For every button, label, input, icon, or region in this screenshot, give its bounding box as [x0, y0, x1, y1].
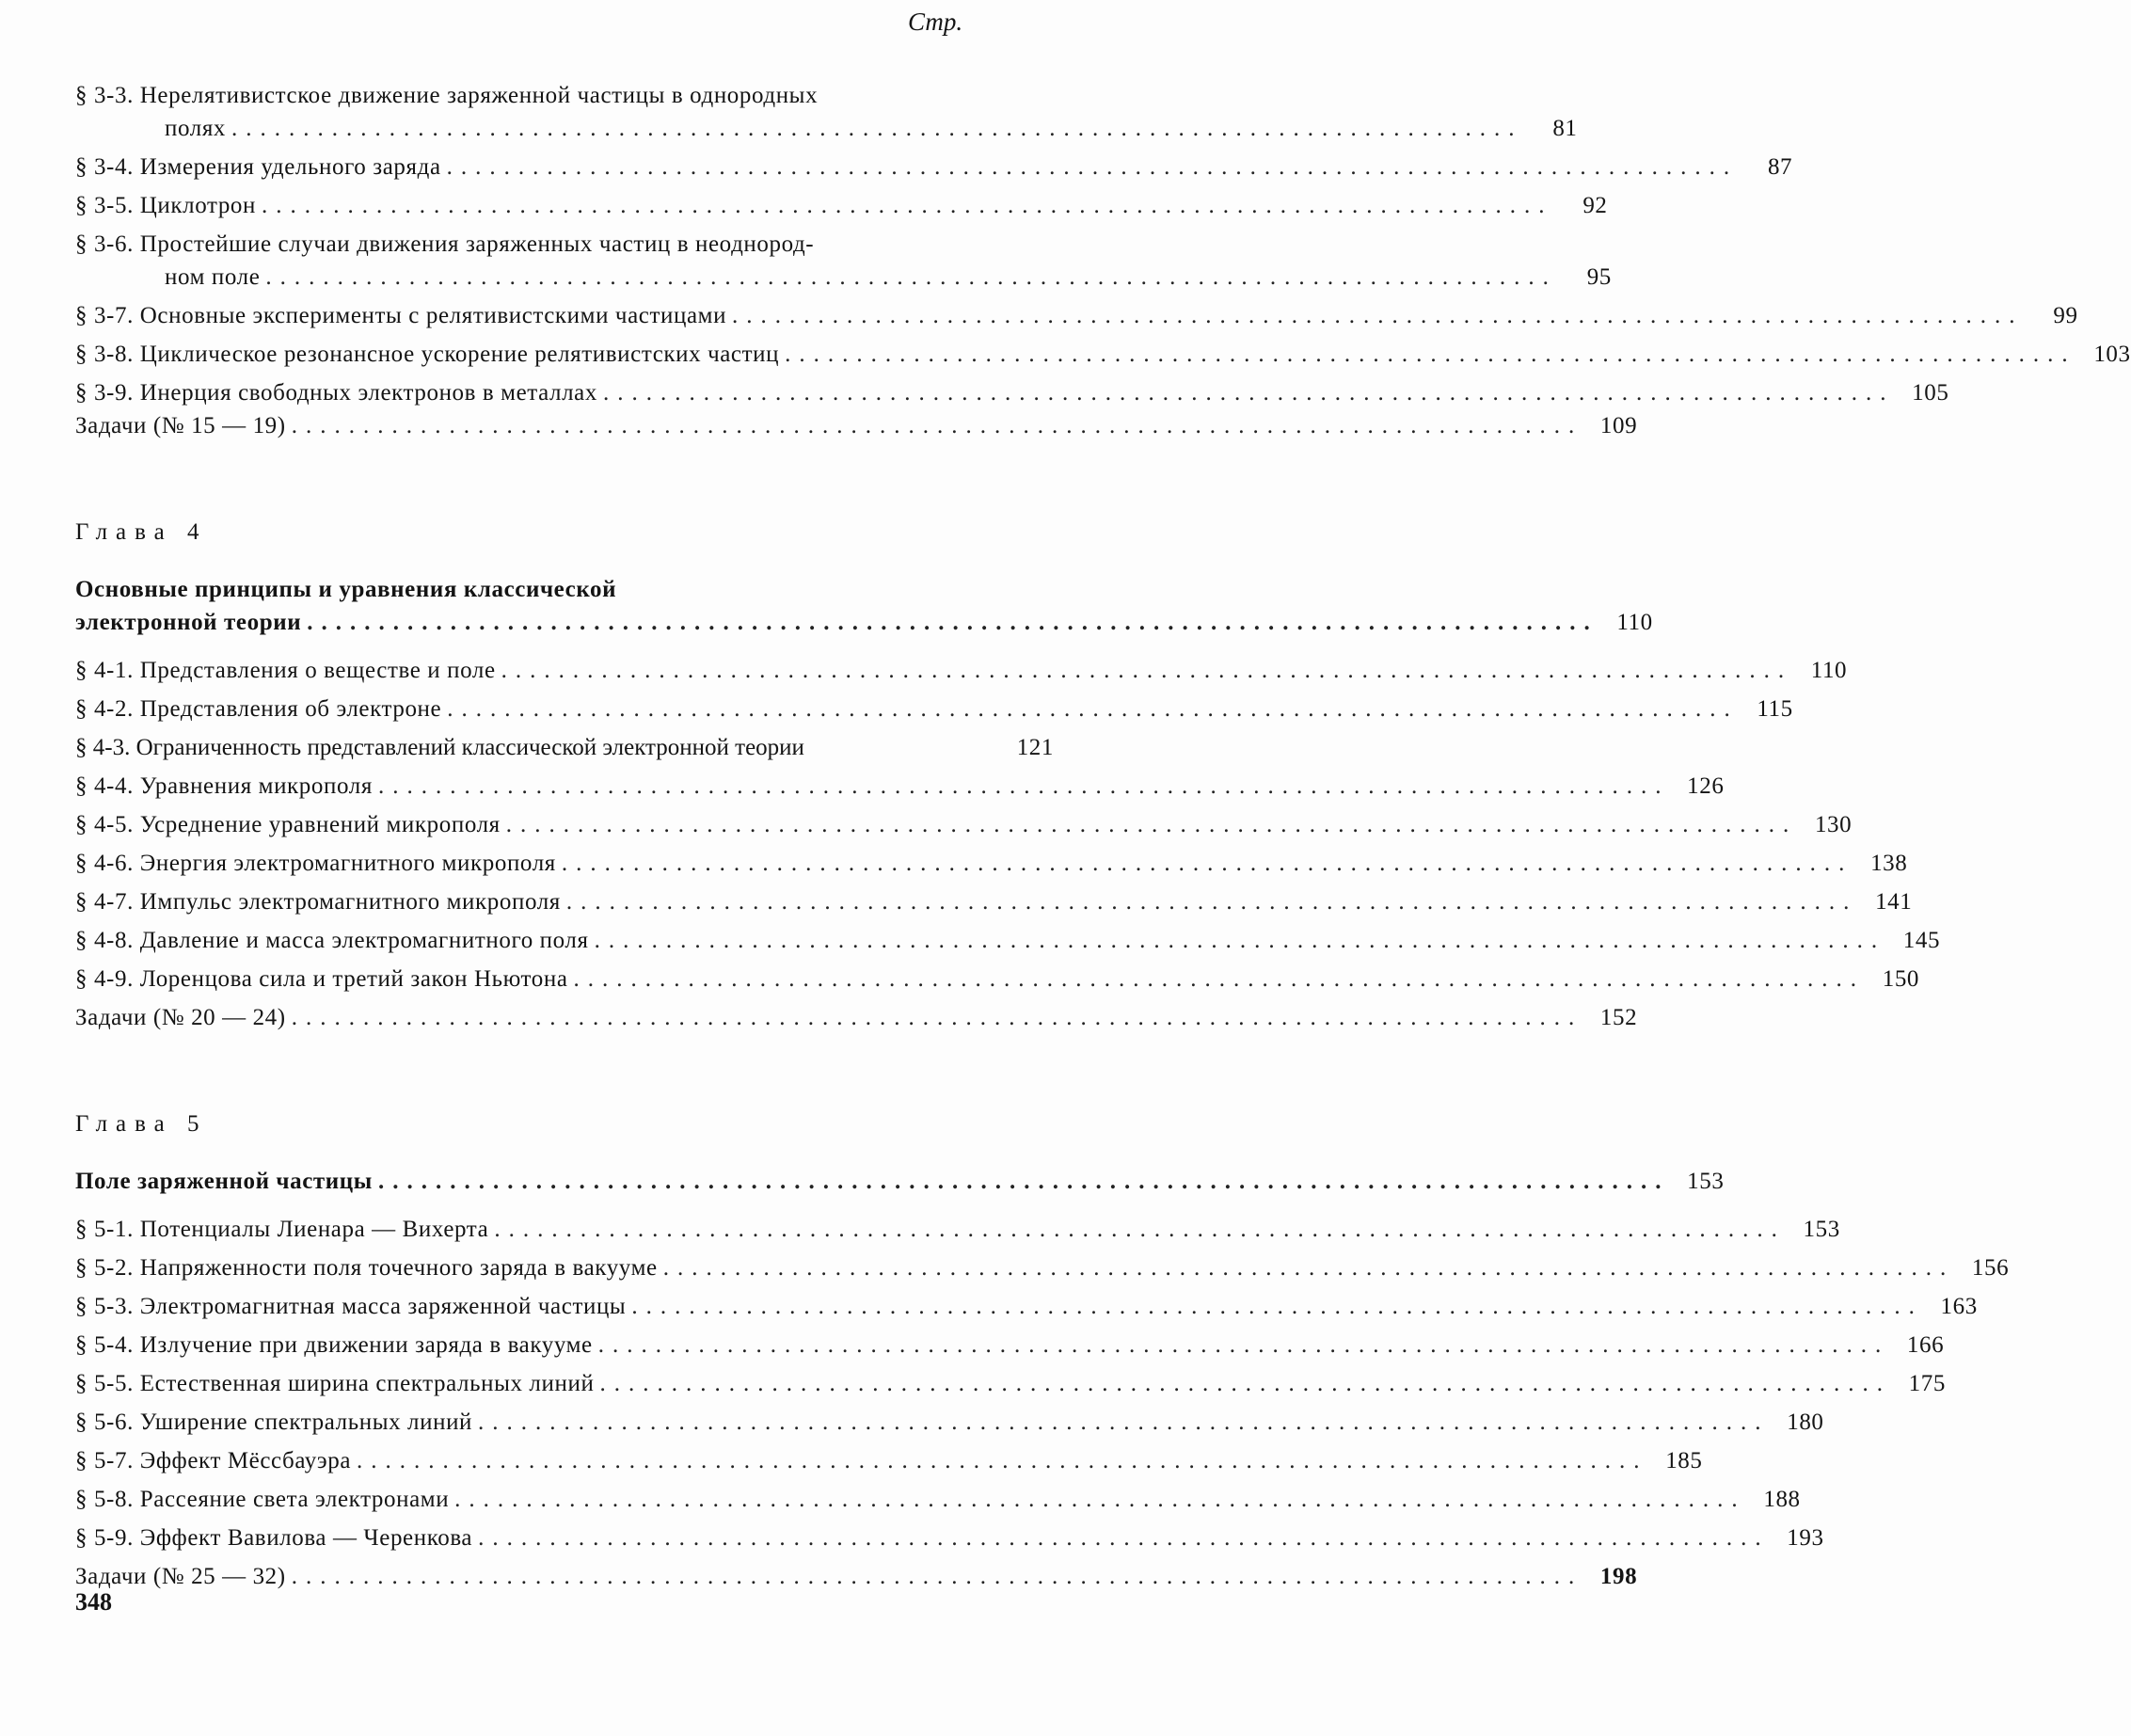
toc-page-number: 138: [1870, 851, 1908, 876]
toc-entry-4-9: [75, 963, 1920, 995]
toc-entry-4-6: [75, 847, 1908, 880]
toc-page-number: 99: [2053, 303, 2078, 328]
toc-entry-text: § 5-3. Электромагнитная масса заряженной частицы: [75, 1294, 627, 1319]
toc-entry-text-continued: полях: [165, 116, 227, 141]
toc-page-number: 188: [1763, 1487, 1801, 1512]
toc-entry-text-continued: ном поле: [165, 264, 261, 290]
toc-page-number: 152: [1599, 1005, 1638, 1030]
chapter-4-heading: Глава 4: [75, 519, 208, 545]
dot-leader: ..........................................................................................: [785, 342, 2076, 367]
chapter-title-line: Основные принципы и уравнения классической: [75, 577, 617, 602]
dot-leader: ..........................................................................................: [573, 966, 1866, 992]
toc-entry-text: § 4-1. Представления о веществе и поле: [75, 658, 496, 683]
toc-entry-text: § 3-5. Циклотрон: [75, 193, 257, 218]
toc-entry-text: Задачи (№ 15 — 19): [75, 413, 286, 438]
toc-entry-4-1: [75, 654, 1848, 687]
toc-entry-5-5: [75, 1367, 1946, 1400]
dot-leader: ..........................................................................................: [602, 380, 1895, 406]
chapter-title-line: электронной теории: [75, 610, 302, 635]
toc-entry-text: § 3-4. Измерения удельного заряда: [75, 154, 441, 180]
toc-entry-text: § 5-2. Напряженности поля точечного заряда в вакууме: [75, 1255, 658, 1281]
toc-page-number: 130: [1814, 812, 1853, 837]
toc-entry-5-6: [75, 1406, 1824, 1439]
toc-page-number: 81: [1552, 116, 1578, 141]
dot-leader: ..........................................................................................: [505, 812, 1798, 837]
toc-page-number: 95: [1586, 264, 1612, 290]
toc-page-number: 110: [1810, 658, 1848, 683]
toc-page-number: 145: [1902, 928, 1941, 953]
dot-leader: ..........................................................................................: [262, 193, 1553, 218]
dot-leader: ..........................................................................................: [561, 851, 1853, 876]
toc-page-number: 180: [1787, 1410, 1824, 1435]
dot-leader: ..........................................................................................: [501, 658, 1793, 683]
toc-entry-text: § 3-7. Основные эксперименты с релятивистскими частицами: [75, 303, 727, 328]
dot-leader: ..........................................................................................: [631, 1294, 1923, 1319]
toc-entry-text: § 3-3. Нерелятивистское движение заряженной частицы в однородных: [75, 83, 819, 108]
dot-leader: ..........................................................................................: [291, 1564, 1583, 1589]
toc-page-number: 175: [1908, 1371, 1946, 1396]
toc-entry-text: § 4-8. Давление и масса электромагнитного поля: [75, 928, 589, 953]
toc-entry-4-2: [75, 693, 1793, 725]
toc-entry-text: § 4-9. Лоренцова сила и третий закон Ньютона: [75, 966, 568, 992]
toc-page-number: 105: [1912, 380, 1949, 406]
dot-leader: ..........................................................................................: [291, 413, 1583, 438]
toc-entry-text: § 5-6. Уширение спектральных линий: [75, 1410, 473, 1435]
toc-entry-4-8: [75, 924, 1941, 957]
toc-page-number: 109: [1599, 413, 1638, 438]
toc-entry-text: § 4-6. Энергия электромагнитного микрополя: [75, 851, 556, 876]
toc-entry-5-7: [75, 1444, 1703, 1477]
toc-entry-4-3: [75, 731, 1054, 764]
toc-entry-3-8: [75, 338, 2131, 371]
dot-leader: ..........................................................................................: [478, 1525, 1770, 1551]
toc-entry-3-9: [75, 376, 1949, 409]
toc-entry-text: § 5-8. Рассеяние света электронами: [75, 1487, 450, 1512]
toc-page-number: 87: [1767, 154, 1793, 180]
toc-entry-problems-3: [75, 409, 1638, 442]
toc-entry-5-3: [75, 1290, 1978, 1323]
dot-leader: ..........................................................................................: [377, 1169, 1670, 1194]
dot-leader: ..........................................................................................: [597, 1332, 1890, 1358]
toc-entry-text: § 3-8. Циклическое резонансное ускорение релятивистских частиц: [75, 342, 780, 367]
toc-page-number: 121: [1016, 735, 1054, 760]
table-of-contents: [75, 56, 2131, 1593]
chapter-5-title: [75, 1165, 1725, 1198]
dot-leader: ..........................................................................................: [599, 1371, 1891, 1396]
dot-leader: ..........................................................................................: [594, 928, 1886, 953]
toc-page-number: 156: [1971, 1255, 2010, 1281]
toc-page-number: 166: [1906, 1332, 1945, 1358]
toc-entry-5-8: [75, 1483, 1801, 1516]
dot-leader: ..........................................................................................: [307, 610, 1598, 635]
dot-leader: ..........................................................................................: [454, 1487, 1746, 1512]
toc-entry-5-1: [75, 1213, 1840, 1246]
toc-entry-problems-5: [75, 1560, 1638, 1593]
toc-entry-text: § 3-9. Инерция свободных электронов в металлах: [75, 380, 597, 406]
dot-leader: ..........................................................................................: [494, 1217, 1786, 1242]
toc-entry-3-3: [75, 79, 1578, 145]
toc-page-number: 141: [1875, 889, 1913, 915]
chapter-title-line: Поле заряженной частицы: [75, 1169, 373, 1194]
toc-page-number: 150: [1882, 966, 1920, 992]
toc-entry-text: § 5-5. Естественная ширина спектральных линий: [75, 1371, 595, 1396]
toc-entry-text: § 3-6. Простейшие случаи движения заряженных частиц в неоднород-: [75, 231, 815, 257]
toc-page-number: 153: [1687, 1169, 1725, 1194]
toc-entry-text: Задачи (№ 20 — 24): [75, 1005, 286, 1030]
toc-page-number: 193: [1787, 1525, 1824, 1551]
toc-entry-text: § 4-3. Ограниченность представлений классической электронной теории: [75, 735, 804, 760]
toc-entry-text: § 4-7. Импульс электромагнитного микрополя: [75, 889, 561, 915]
dot-leader: ..........................................................................................: [265, 264, 1557, 290]
toc-entry-text: § 4-4. Уравнения микрополя: [75, 773, 373, 799]
toc-entry-5-9: [75, 1521, 1824, 1554]
toc-entry-4-7: [75, 885, 1913, 918]
toc-entry-3-4: [75, 151, 1793, 183]
toc-page-number: 126: [1687, 773, 1725, 799]
toc-entry-text: § 5-4. Излучение при движении заряда в вакууме: [75, 1332, 593, 1358]
page-number: 348: [75, 1588, 112, 1616]
page-column-label: Стр.: [908, 8, 963, 36]
toc-page-number: 110: [1616, 610, 1653, 635]
toc-page-number: 153: [1803, 1217, 1840, 1242]
toc-entry-text: § 5-7. Эффект Мёссбауэра: [75, 1448, 352, 1473]
toc-entry-text: Задачи (№ 25 — 32): [75, 1564, 286, 1589]
toc-entry-text: § 4-2. Представления об электроне: [75, 696, 442, 722]
toc-page-number: 185: [1665, 1448, 1703, 1473]
toc-page-number: 163: [1940, 1294, 1978, 1319]
toc-entry-problems-4: [75, 1001, 1638, 1034]
toc-entry-5-2: [75, 1251, 2010, 1284]
toc-page-number: 103: [2093, 342, 2131, 367]
toc-entry-text: § 5-1. Потенциалы Лиенара — Вихерта: [75, 1217, 489, 1242]
dot-leader: ..........................................................................................: [478, 1410, 1770, 1435]
dot-leader: ..........................................................................................: [662, 1255, 1955, 1281]
dot-leader: ..........................................................................................: [565, 889, 1858, 915]
chapter-5-heading: Глава 5: [75, 1111, 208, 1137]
toc-entry-3-7: [75, 299, 2078, 332]
toc-page-number: 92: [1582, 193, 1608, 218]
chapter-4-title: [75, 573, 1653, 639]
toc-entry-text: § 5-9. Эффект Вавилова — Черенкова: [75, 1525, 473, 1551]
toc-page-number: 115: [1757, 696, 1793, 722]
dot-leader: ..........................................................................................: [446, 154, 1739, 180]
toc-entry-4-4: [75, 770, 1725, 803]
toc-page-number: 198: [1599, 1564, 1638, 1589]
toc-entry-text: § 4-5. Усреднение уравнений микрополя: [75, 812, 501, 837]
toc-entry-4-5: [75, 808, 1853, 841]
dot-leader: ..........................................................................................: [231, 116, 1523, 141]
dot-leader: ..........................................................................................: [377, 773, 1670, 799]
dot-leader: ..........................................................................................: [357, 1448, 1648, 1473]
toc-entry-3-5: [75, 189, 1608, 222]
dot-leader: ..........................................................................................: [447, 696, 1739, 722]
dot-leader: ..........................................................................................: [291, 1005, 1583, 1030]
toc-entry-5-4: [75, 1329, 1945, 1362]
dot-leader: ..........................................................................................: [732, 303, 2024, 328]
toc-entry-3-6: [75, 228, 1612, 294]
